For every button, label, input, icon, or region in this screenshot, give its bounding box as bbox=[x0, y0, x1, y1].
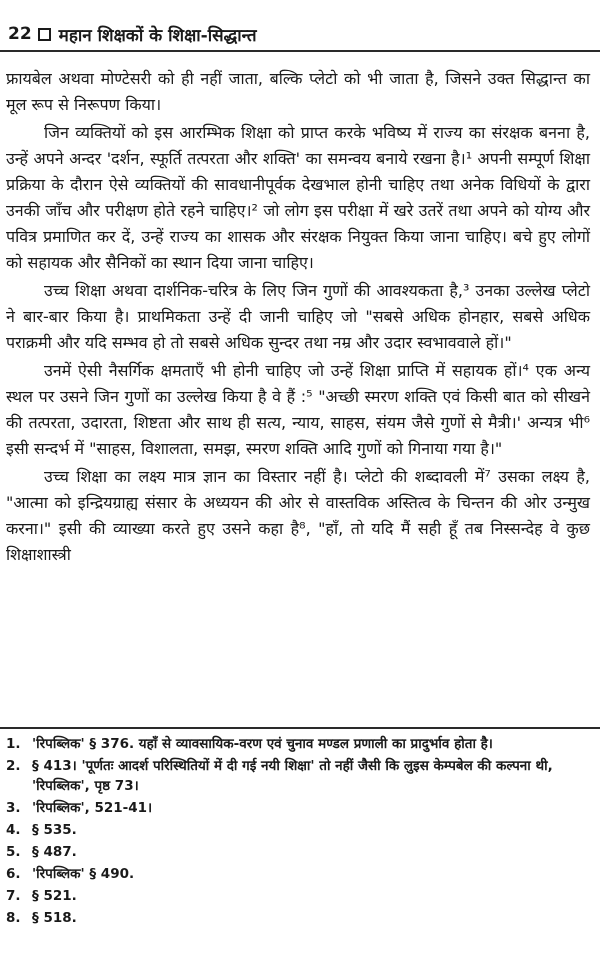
footnote-number: 1. bbox=[6, 736, 21, 752]
body-text bbox=[6, 66, 590, 570]
footnote-item bbox=[6, 756, 590, 796]
paragraph: जिन व्यक्तियों को इस आरम्भिक शिक्षा को प्राप्त करके भविष्य में राज्य का संरक्षक बनना है, उन्हें अपने अन्दर 'दर्शन, स्फूर्ति तत्परता और शक्ति' का समन्वय बनाये रखना है।¹ अपनी सम्पूर्ण शिक्षा प्रक्रिया के दौरान ऐसे व्यक्तियों की सावधानीपूर्वक देखभाल होनी चाहिए तथा अनेक विधियों के द्वारा उनकी जाँच और परीक्षण होते रहने चाहिए।² जो लोग इस परीक्षा में खरे उतरें तथा अपने को योग्य और पवित्र प्रमाणित कर दें, उन्हें राज्य का शासक और संरक्षक नियुक्त किया जाना चाहिए। बचे हुए लोगों को सहायक और सैनिकों का स्थान दिया जाना चाहिए। bbox=[6, 123, 590, 272]
paragraph: उनमें ऐसी नैसर्गिक क्षमताएँ भी होनी चाहिए जो उन्हें शिक्षा प्राप्ति में सहायक हों।⁴ एक अन्य स्थल पर उसने जिन गुणों का उल्लेख किया है वे हैं :⁵ "अच्छी स्मरण शक्ति एवं किसी बात को सीखने की तत्परता, उदारता, शिष्टता और साथ ही सत्य, न्याय, साहस, संयम जैसे गुणों से मैत्री।' अन्यत्र भी⁶ इसी सन्दर्भ में "साहस, विशालता, समझ, स्मरण शक्ति आदि गुणों को गिनाया गया है।" bbox=[6, 361, 590, 458]
footnote-text: 'रिपब्लिक', 521-41। bbox=[32, 800, 153, 816]
footnote-text: 'रिपब्लिक' § 376. यहाँ से व्यावसायिक-वरण एवं चुनाव मण्डल प्रणाली का प्रादुर्भाव होता है। bbox=[32, 736, 493, 752]
square-bullet-icon bbox=[38, 28, 51, 41]
footnote-text: § 535. bbox=[32, 822, 77, 838]
paragraph: उच्च शिक्षा अथवा दार्शनिक-चरित्र के लिए जिन गुणों की आवश्यकता है,³ उनका उल्लेख प्लेटो ने बार-बार किया है। प्राथमिकता उन्हें दी जानी चाहिए जो "सबसे अधिक होनहार, सबसे अधिक पराक्रमी और यदि सम्भव हो तो सबसे अधिक सुन्दर तथा नम्र और उदार स्वभाववाले हों।" bbox=[6, 281, 590, 352]
footnote-number: 6. bbox=[6, 866, 21, 882]
footnote-number: 5. bbox=[6, 844, 21, 860]
footnote-text: § 518. bbox=[32, 910, 77, 926]
footnote-number: 3. bbox=[6, 800, 21, 816]
footnote-number: 8. bbox=[6, 910, 21, 926]
footnote-item bbox=[6, 798, 590, 818]
page-number: 22 bbox=[8, 24, 32, 44]
footnote-number: 7. bbox=[6, 888, 21, 904]
footnote-item bbox=[6, 886, 590, 906]
footnote-item bbox=[6, 864, 590, 884]
paragraph: उच्च शिक्षा का लक्ष्य मात्र ज्ञान का विस्तार नहीं है। प्लेटो की शब्दावली में⁷ उसका लक्ष्य है, "आत्मा को इन्द्रियग्राह्य संसार के अध्ययन की ओर से वास्तविक अस्तित्व के चिन्तन की ओर उन्मुख करना।" इसी की व्याख्या करते हुए उसने कहा है⁸, "हाँ, तो यदि मैं सही हूँ तब निस्सन्देह वे कुछ शिक्षाशास्त्री bbox=[6, 467, 590, 564]
footnote-text: § 487. bbox=[32, 844, 77, 860]
footnote-divider bbox=[0, 727, 600, 729]
footnote-item bbox=[6, 908, 590, 928]
footnote-item bbox=[6, 734, 590, 754]
footnote-text: 'रिपब्लिक' § 490. bbox=[32, 866, 135, 882]
running-header bbox=[8, 22, 257, 46]
chapter-title: महान शिक्षकों के शिक्षा-सिद्धान्त bbox=[58, 25, 257, 46]
footnote-number: 4. bbox=[6, 822, 21, 838]
footnotes bbox=[6, 734, 590, 930]
paragraph: फ्रायबेल अथवा मोण्टेसरी को ही नहीं जाता, बल्कि प्लेटो को भी जाता है, जिसने उक्त सिद्धान्त का मूल रूप से निरूपण किया। bbox=[6, 69, 590, 114]
footnote-item bbox=[6, 820, 590, 840]
header-divider bbox=[0, 50, 600, 52]
footnote-item bbox=[6, 842, 590, 862]
footnote-number: 2. bbox=[6, 758, 21, 774]
footnote-text: § 521. bbox=[32, 888, 77, 904]
footnote-text: § 413। 'पूर्णतः आदर्श परिस्थितियों में दी गई नयी शिक्षा' तो नहीं जैसी कि लुइस केम्पबेल की कल्पना थी, 'रिपब्लिक', पृष्ठ 73। bbox=[32, 758, 553, 794]
